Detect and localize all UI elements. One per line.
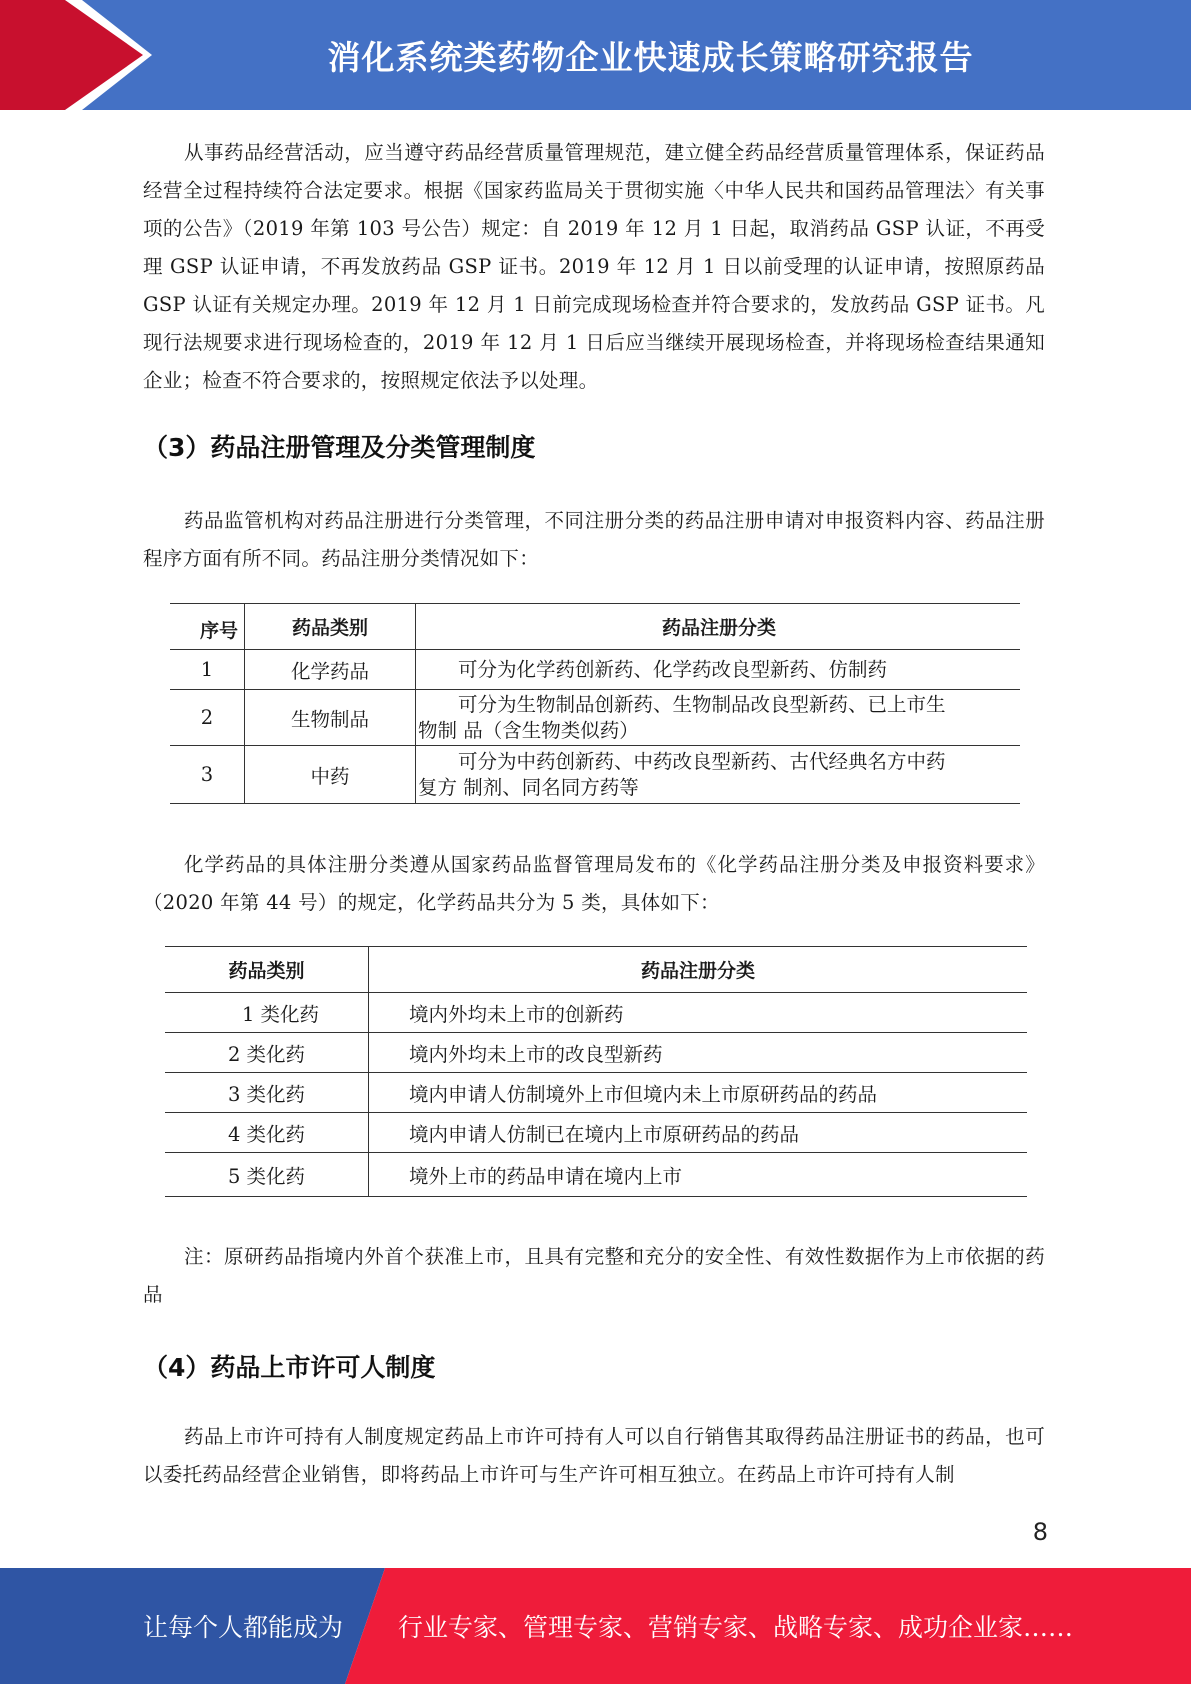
table-row: [165, 1073, 1027, 1113]
drug-type: 中药: [245, 746, 416, 804]
category-desc: 可分为化学药创新药、化学药改良型新药、仿制药: [416, 650, 1021, 690]
table-row: [165, 1033, 1027, 1073]
row-number: 3: [170, 746, 245, 804]
table-row: [165, 993, 1027, 1033]
class-desc: 境内申请人仿制已在境内上市原研药品的药品: [369, 1113, 1028, 1153]
class-desc: 境内申请人仿制境外上市但境内未上市原研药品的药品: [369, 1073, 1028, 1113]
paragraph-registration: 药品监管机构对药品注册进行分类管理，不同注册分类的药品注册申请对申报资料内容、药品注册程序方面有所不同。药品注册分类情况如下：: [143, 509, 1045, 570]
table-row: [170, 690, 1020, 746]
table-row: [165, 1113, 1027, 1153]
table-header-row: [165, 947, 1027, 993]
drug-type: 化学药品: [245, 650, 416, 690]
footer-slogan-right: 行业专家、管理专家、营销专家、战略专家、成功企业家……: [398, 1613, 1074, 1642]
section-heading-4: （4）药品上市许可人制度: [143, 1353, 436, 1382]
header-banner: [0, 0, 1191, 110]
table-header-cell: 序号: [170, 604, 245, 650]
table-header-cell: 药品类别: [165, 947, 369, 993]
category-desc: 可分为中药创新药、中药改良型新药、古代经典名方中药 复方 制剂、同名同方药等: [416, 746, 1021, 804]
class-desc: 境内外均未上市的创新药: [369, 993, 1028, 1033]
table-header-cell: 药品类别: [245, 604, 416, 650]
table-header-cell: 药品注册分类: [416, 604, 1021, 650]
class-desc: 境外上市的药品申请在境内上市: [369, 1153, 1028, 1197]
drug-class: 1 类化药: [165, 993, 369, 1033]
drug-class: 2 类化药: [165, 1033, 369, 1073]
table-header-row: [170, 604, 1020, 650]
footer-slogan-left: 让每个人都能成为: [143, 1613, 344, 1642]
report-title: 消化系统类药物企业快速成长策略研究报告: [327, 37, 974, 77]
registration-category-table: [170, 603, 1020, 804]
table-header-cell: 药品注册分类: [369, 947, 1028, 993]
table-row: [170, 746, 1020, 804]
row-number: 1: [170, 650, 245, 690]
note-paragraph: 注：原研药品指境内外首个获准上市，且具有完整和充分的安全性、有效性数据作为上市依据的药品: [143, 1245, 1045, 1306]
drug-type: 生物制品: [245, 690, 416, 746]
class-desc: 境内外均未上市的改良型新药: [369, 1033, 1028, 1073]
table-row: [170, 650, 1020, 690]
category-desc: 可分为生物制品创新药、生物制品改良型新药、已上市生 物制 品（含生物类似药）: [416, 690, 1021, 746]
row-number: 2: [170, 690, 245, 746]
paragraph-chemical: 化学药品的具体注册分类遵从国家药品监督管理局发布的《化学药品注册分类及申报资料要求》（2020 年第 44 号）的规定，化学药品共分为 5 类，具体如下：: [143, 853, 1045, 914]
paragraph-gsp: 从事药品经营活动，应当遵守药品经营质量管理规范，建立健全药品经营质量管理体系，保证药品经营全过程持续符合法定要求。根据《国家药监局关于贯彻实施〈中华人民共和国药品管理法〉有关事项的公告》（2019 年第 103 号公告）规定：自 2019 年 12 月 1 日起，取消药品 GSP 认证，不再受理 GSP 认证申请，不再发放药品 GSP 证书。2019 年 12 月 1 日以前受理的认证申请，按照原药品 GSP 认证有关规定办理。2019 年 12 月 1 日前完成现场检查并符合要求的，发放药品 GSP 证书。凡现行法规要求进行现场检查的，2019 年 12 月 1 日后应当继续开展现场检查，并将现场检查结果通知企业；检查不符合要求的，按照规定依法予以处理。: [143, 141, 1045, 392]
page-number: 8: [1032, 1518, 1048, 1546]
drug-class: 4 类化药: [165, 1113, 369, 1153]
drug-class: 5 类化药: [165, 1153, 369, 1197]
section-heading-3: （3）药品注册管理及分类管理制度: [143, 433, 536, 462]
paragraph-mah: 药品上市许可持有人制度规定药品上市许可持有人可以自行销售其取得药品注册证书的药品，也可以委托药品经营企业销售，即将药品上市许可与生产许可相互独立。在药品上市许可持有人制: [143, 1425, 1045, 1486]
table-row: [165, 1153, 1027, 1197]
chemical-drug-class-table: [165, 946, 1027, 1197]
drug-class: 3 类化药: [165, 1073, 369, 1113]
